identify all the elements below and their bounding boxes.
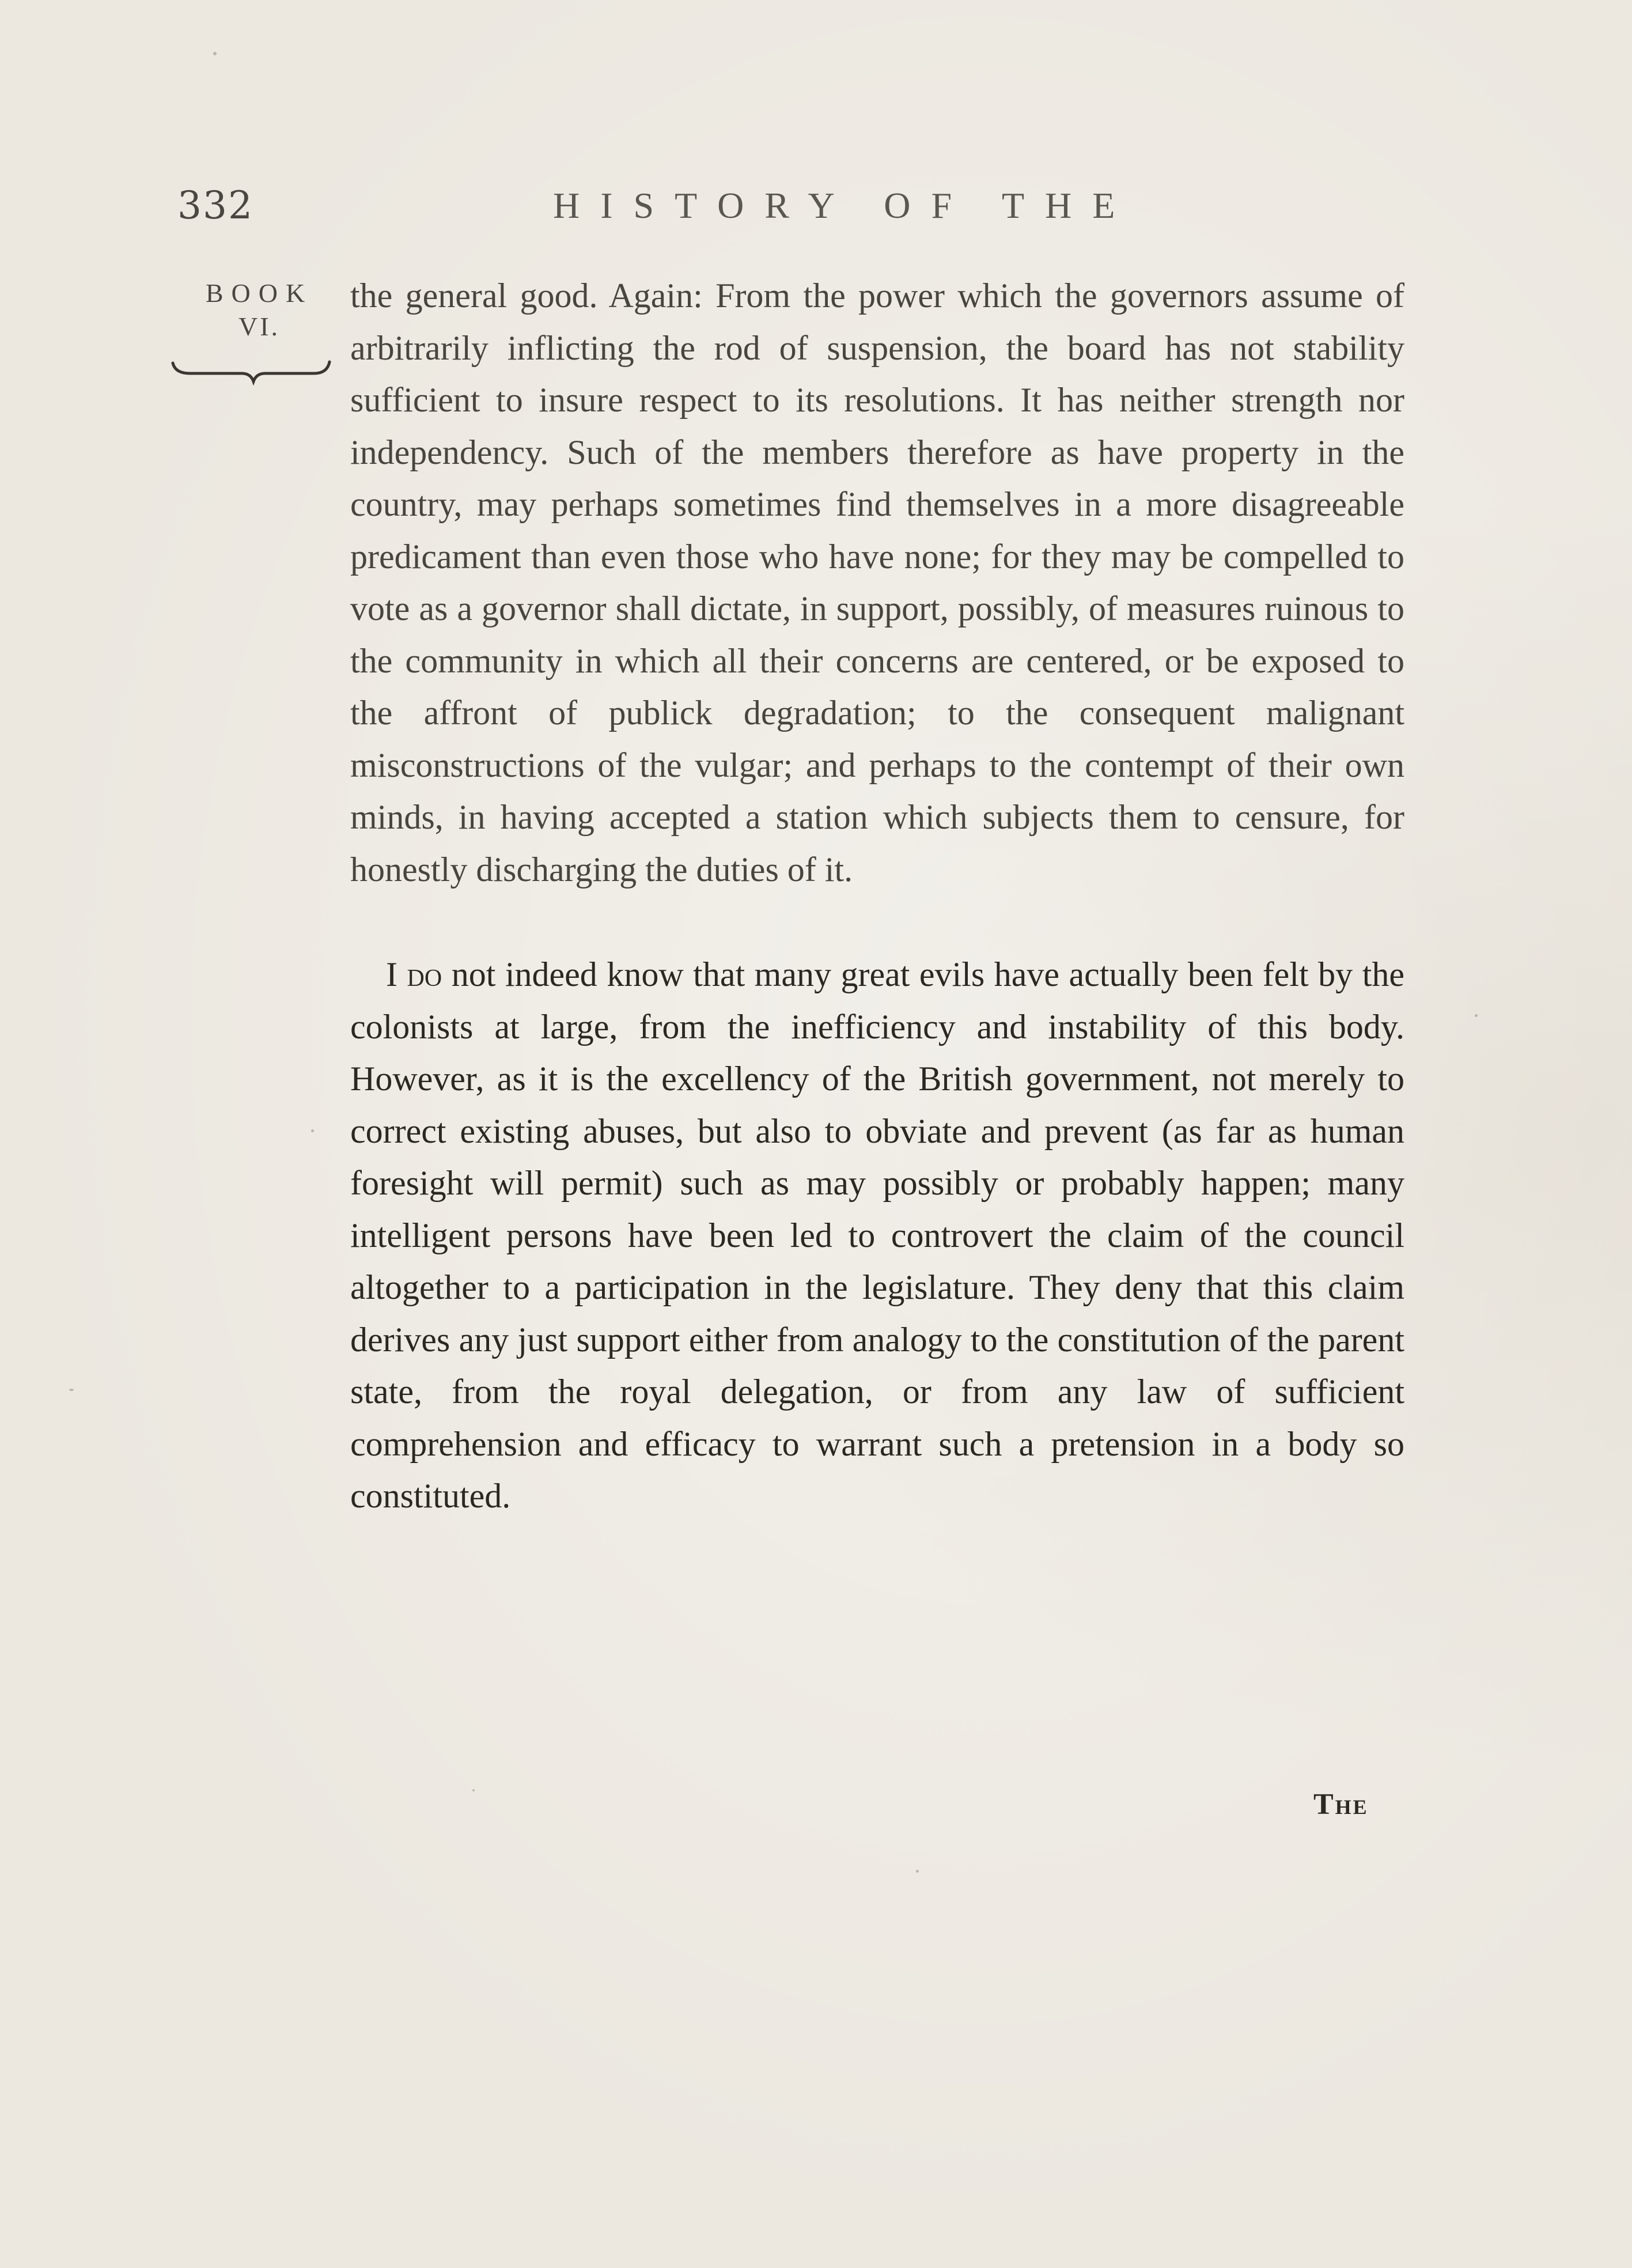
paragraph-2-lead-letter: I xyxy=(386,955,397,993)
paragraph-2 xyxy=(350,948,1404,1522)
paragraph-2-text: not indeed know that many great evils have actually been felt by the colonists at large, from the inefficiency and instability of this body. However, as it is the excellency of the British government, not merely to correct existing abuses, but also to obviate and prevent (as far as human foresight will permit) such as may possibly or probably happen; many intelligent persons have been led to controvert the claim of the council altogether to a participation in the legislature. They deny that this claim derives any just support either from analogy to the constitution of the parent state, from the royal delegation, or from any law of sufficient comprehension and efficacy to warrant such a pretension in a body so constituted. xyxy=(350,955,1404,1515)
page-number: 332 xyxy=(177,183,253,228)
paper-speck xyxy=(472,1789,475,1791)
margin-note xyxy=(190,277,328,343)
paper-speck xyxy=(311,1129,314,1132)
margin-volume-label: VI. xyxy=(238,312,281,341)
paper-speck xyxy=(69,1389,74,1391)
paper-speck xyxy=(1475,1014,1478,1017)
running-head: HISTORY OF THE xyxy=(553,185,1136,226)
paper-speck xyxy=(916,1870,919,1873)
body-text xyxy=(350,270,1404,1522)
catchword: The xyxy=(1313,1788,1369,1821)
paper-speck xyxy=(213,52,217,55)
margin-book-label: BOOK xyxy=(205,278,313,308)
paragraph-1: the general good. Again: From the power which the governors assume of arbitrarily inflicting the rod of suspension, the board has not stability sufficient to insure respect to its resolutions. It has neither strength nor independency. Such of the members therefore as have property in the country, may perhaps sometimes find themselves in a more disagreeable predicament than even those who have none; for they may be compelled to vote as a governor shall dictate, in support, possibly, of measures ruinous to the community in which all their concerns are centered, or be exposed to the affront of publick degradation; to the consequent malignant misconstructions of the vulgar; and perhaps to the contempt of their own minds, in having accepted a station which subjects them to censure, for honestly discharging the duties of it. xyxy=(350,277,1404,889)
margin-brace-ornament xyxy=(167,351,340,386)
paragraph-2-lead-word: do xyxy=(407,955,442,993)
